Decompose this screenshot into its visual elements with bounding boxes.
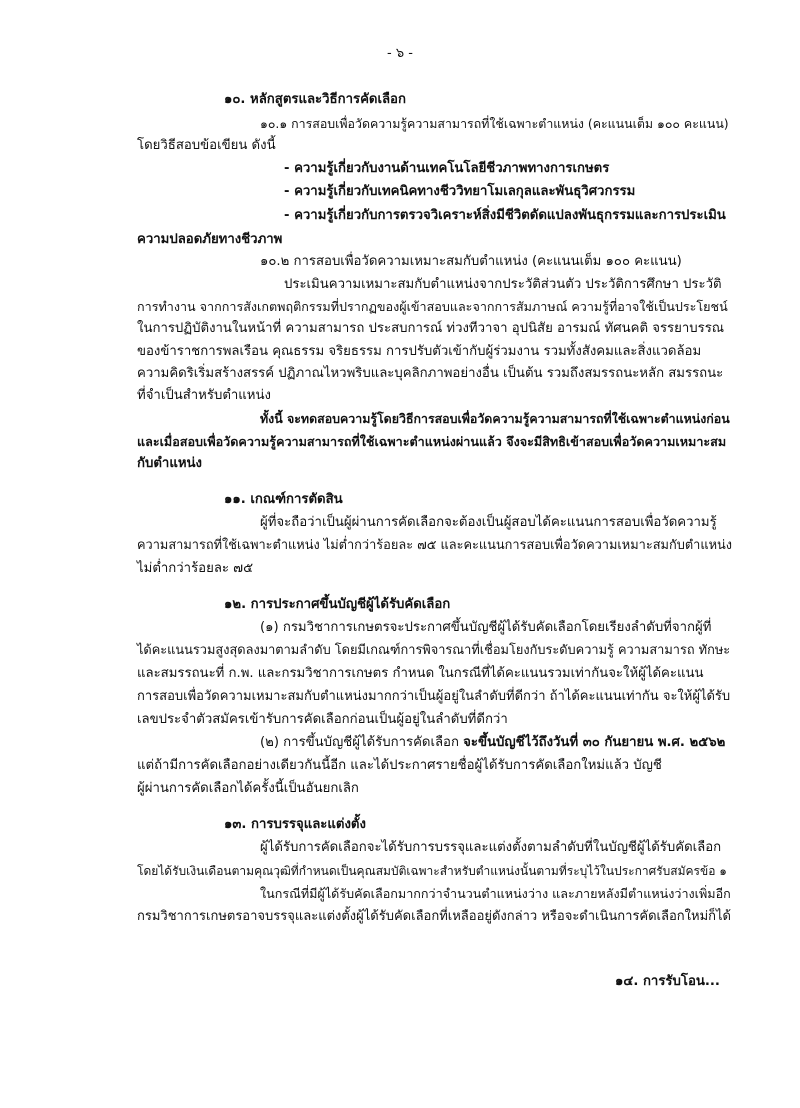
section-10-note: ทั้งนี้ จะทดสอบความรู้โดยวิธีการสอบเพื่อวัดความรู้ความสามารถที่ใช้เฉพาะตำแหน่งก่อน	[260, 411, 730, 426]
section-13-heading: ๑๓. การบรรจุและแต่งตั้ง	[224, 817, 366, 832]
section-12-2-deadline: จะขึ้นบัญชีไว้ถึงวันที่ ๓๐ กันยายน พ.ศ. ๒๕๖๒	[463, 735, 726, 750]
section-12-body: แต่ถ้ามีการคัดเลือกอย่างเดียวกันนี้อีก และได้ประกาศรายชื่อผู้ได้รับการคัดเลือกใหม่แล้ว บัญชี	[137, 758, 662, 773]
exam-topic-3: - ความรู้เกี่ยวกับการตรวจวิเคราะห์สิ่งมีชีวิตดัดแปลงพันธุกรรมและการประเมิน	[284, 208, 726, 223]
section-13-body: กรมวิชาการเกษตรอาจบรรจุและแต่งตั้งผู้ได้รับคัดเลือกที่เหลืออยู่ดังกล่าว หรือจะดำเนินการคัดเลือกใหม่ก็ได้	[137, 909, 731, 924]
section-12-body: (๑) กรมวิชาการเกษตรจะประกาศขึ้นบัญชีผู้ได้รับคัดเลือกโดยเรียงลำดับที่จากผู้ที่	[260, 620, 712, 635]
section-10-2-body: ประเมินความเหมาะสมกับตำแหน่งจากประวัติส่วนตัว ประวัติการศึกษา ประวัติ	[284, 277, 722, 292]
section-13-body: ในกรณีที่มีผู้ได้รับคัดเลือกมากกว่าจำนวนตำแหน่งว่าง และภายหลังมีตำแหน่งว่างเพิ่มอีก	[260, 886, 731, 901]
section-12-2-lead: (๒) การขึ้นบัญชีผู้ได้รับการคัดเลือก	[260, 735, 464, 750]
continuation-marker: ๑๔. การรับโอน...	[615, 974, 720, 989]
section-13-body: ผู้ได้รับการคัดเลือกจะได้รับการบรรจุและแต่งตั้งตามลำดับที่ในบัญชีผู้ได้รับคัดเลือก	[260, 840, 722, 855]
section-12-heading: ๑๒. การประกาศขึ้นบัญชีผู้ได้รับคัดเลือก	[224, 597, 451, 612]
section-11-body: ความสามารถที่ใช้เฉพาะตำแหน่ง ไม่ต่ำกว่าร้อยละ ๗๕ และคะแนนการสอบเพื่อวัดความเหมาะสมกับตำแหน่ง	[137, 538, 733, 553]
section-13-body: โดยได้รับเงินเดือนตามคุณวุฒิที่กำหนดเป็นคุณสมบัติเฉพาะสำหรับตำแหน่งนั้นตามที่ระบุไว้ในประกาศรับสมัครข้อ ๑	[137, 864, 727, 878]
section-10-note: กับตำแหน่ง	[137, 456, 202, 471]
section-12-2-line	[260, 734, 725, 752]
section-12-body: ผู้ผ่านการคัดเลือกได้ครั้งนี้เป็นอันยกเลิก	[137, 781, 359, 796]
page-number: - ๖ -	[387, 46, 413, 61]
section-10-1-line: ๑๐.๑ การสอบเพื่อวัดความรู้ความสามารถที่ใช้เฉพาะตำแหน่ง (คะแนนเต็ม ๑๐๐ คะแนน)	[260, 116, 729, 131]
section-11-body: ไม่ต่ำกว่าร้อยละ ๗๕	[137, 561, 254, 576]
section-10-2-body: ในการปฏิบัติงานในหน้าที่ ความสามารถ ประสบการณ์ ท่วงทีวาจา อุปนิสัย อารมณ์ ทัศนคติ จรรยาบรรณ	[137, 321, 725, 336]
exam-topic-2: - ความรู้เกี่ยวกับเทคนิคทางชีววิทยาโมเลกุลและพันธุวิศวกรรม	[284, 184, 636, 199]
section-12-body: ได้คะแนนรวมสูงสุดลงมาตามลำดับ โดยมีเกณฑ์การพิจารณาที่เชื่อมโยงกับระดับความรู้ ความสามารถ ทักษะ	[137, 643, 731, 658]
section-12-body: การสอบเพื่อวัดความเหมาะสมกับตำแหน่งมากกว่าเป็นผู้อยู่ในลำดับที่ดีกว่า ถ้าได้คะแนนเท่ากัน จะให้ผู้ได้รับ	[137, 689, 731, 704]
section-10-2-body: ของข้าราชการพลเรือน คุณธรรม จริยธรรม การปรับตัวเข้ากับผู้ร่วมงาน รวมทั้งสังคมและสิ่งแวดล้อม	[137, 344, 702, 359]
section-10-2-line: ๑๐.๒ การสอบเพื่อวัดความเหมาะสมกับตำแหน่ง (คะแนนเต็ม ๑๐๐ คะแนน)	[260, 254, 682, 269]
exam-topic-3-cont: ความปลอดภัยทางชีวภาพ	[137, 232, 283, 247]
section-11-heading: ๑๑. เกณฑ์การตัดสิน	[224, 492, 343, 507]
section-11-body: ผู้ที่จะถือว่าเป็นผู้ผ่านการคัดเลือกจะต้องเป็นผู้สอบได้คะแนนการสอบเพื่อวัดความรู้	[260, 515, 717, 530]
section-12-body: เลขประจำตัวสมัครเข้ารับการคัดเลือกก่อนเป็นผู้อยู่ในลำดับที่ดีกว่า	[137, 712, 508, 727]
section-10-heading: ๑๐. หลักสูตรและวิธีการคัดเลือก	[224, 92, 406, 107]
section-10-1-method: โดยวิธีสอบข้อเขียน ดังนี้	[137, 138, 276, 153]
section-10-2-body: การทำงาน จากการสังเกตพฤติกรรมที่ปรากฏของผู้เข้าสอบและจากการสัมภาษณ์ ความรู้ที่อาจใช้เป็นประโยชน์	[137, 299, 728, 314]
section-10-2-body: ความคิดริเริ่มสร้างสรรค์ ปฏิภาณไหวพริบและบุคลิกภาพอย่างอื่น เป็นต้น รวมถึงสมรรถนะหลัก สมรรถนะ	[137, 366, 724, 381]
section-10-note: และเมื่อสอบเพื่อวัดความรู้ความสามารถที่ใช้เฉพาะตำแหน่งผ่านแล้ว จึงจะมีสิทธิเข้าสอบเพื่อวัดความเหมาะสม	[137, 434, 727, 449]
section-12-body: และสมรรถนะที่ ก.พ. และกรมวิชาการเกษตร กำหนด ในกรณีที่ได้คะแนนรวมเท่ากันจะให้ผู้ได้คะแนน	[137, 666, 704, 681]
section-10-2-body: ที่จำเป็นสำหรับตำแหน่ง	[137, 388, 271, 403]
exam-topic-1: - ความรู้เกี่ยวกับงานด้านเทคโนโลยีชีวภาพทางการเกษตร	[284, 161, 610, 176]
